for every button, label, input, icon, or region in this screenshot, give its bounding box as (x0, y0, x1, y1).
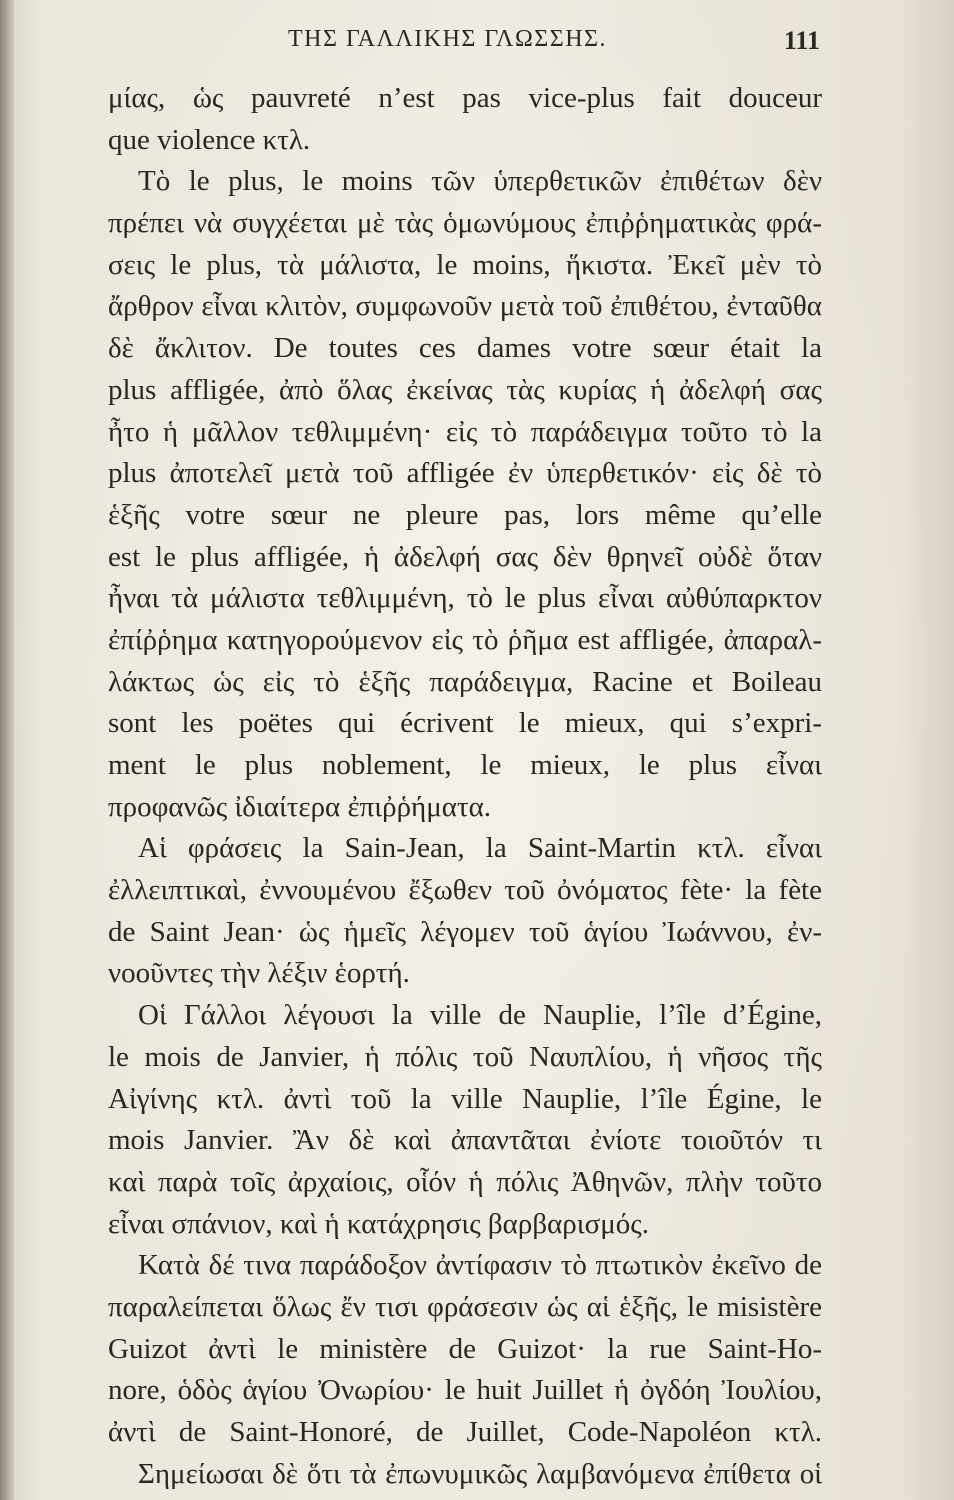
text-line: ἐλλειπτικαὶ, ἐννουμένου ἔξωθεν τοῦ ὀνόματος fète· la fète (108, 874, 822, 907)
text-line: plus affligée, ἀπὸ ὅλας ἐκείνας τὰς κυρίας ἡ ἀδελφή σας (108, 373, 822, 406)
text-line: ἑξῆς votre sœur ne pleure pas, lors même qu’elle (108, 498, 822, 531)
text-line: ment le plus noblement, le mieux, le plus εἶναι (108, 749, 822, 781)
text-line: Οἱ Γάλλοι λέγουσι la ville de Nauplie, l’île d’Égine, (138, 999, 822, 1032)
text-line: plus ἀποτελεῖ μετὰ τοῦ affligée ἐν ὑπερθετικόν· εἰς δὲ τὸ (108, 457, 822, 490)
text-line: Τὸ le plus, le moins τῶν ὑπερθετικῶν ἐπιθέτων δὲν (138, 165, 822, 198)
body-text (108, 78, 822, 1495)
text-line: Κατὰ δέ τινα παράδοξον ἀντίφασιν τὸ πτωτικὸν ἐκεῖνο de (138, 1249, 822, 1282)
text-line: προφανῶς ἰδιαίτερα ἐπιῤῥήματα. (108, 790, 492, 823)
page-left-edge (0, 0, 14, 1500)
text-line: Αἰγίνης κτλ. ἀντὶ τοῦ la ville Nauplie, l’île Égine, le (108, 1082, 822, 1115)
text-line: est le plus affligée, ἡ ἀδελφή σας δὲν θρηνεῖ οὐδὲ ὅταν (108, 540, 822, 573)
text-line: Guizot ἀντὶ le ministère de Guizot· la rue Saint-Ho- (108, 1332, 822, 1365)
text-line: ἐπίῤῥημα κατηγορούμενον εἰς τὸ ῥῆμα est affligée, ἀπαραλ- (108, 623, 822, 656)
text-line: παραλείπεται ὅλως ἔν τισι φράσεσιν ὡς αἱ ἑξῆς, le misistère (108, 1290, 822, 1323)
text-line: καὶ παρὰ τοῖς ἀρχαίοις, οἷόν ἡ πόλις Ἀθηνῶν, πλὴν τοῦτο (108, 1165, 822, 1198)
text-line: nore, ὁδὸς ἁγίου Ὀνωρίου· le huit Juillet ἡ ὀγδόη Ἰουλίου, (108, 1374, 822, 1407)
text-line: sont les poëtes qui écrivent le mieux, qui s’expri- (108, 707, 822, 740)
text-line: ἦτο ἡ μᾶλλον τεθλιμμένη· εἰς τὸ παράδειγμα τοῦτο τὸ la (108, 415, 822, 448)
text-line: μίας, ὡς pauvreté n’est pas vice-plus fait douceur (108, 82, 822, 114)
page-header (108, 26, 820, 58)
text-line: Σημείωσαι δὲ ὅτι τὰ ἐπωνυμικῶς λαμβανόμενα ἐπίθετα οἱ (138, 1457, 822, 1490)
page-number: 111 (783, 26, 820, 55)
running-title: ΤΗΣ ΓΑΛΛΙΚΗΣ ΓΛΩΣΣΗΣ. (288, 26, 608, 52)
text-line: ἦναι τὰ μάλιστα τεθλιμμένη, τὸ le plus εἶναι αὐθύπαρκτον (108, 582, 822, 615)
text-line: de Saint Jean· ὡς ἡμεῖς λέγομεν τοῦ ἁγίου Ἰωάννου, ἐν- (108, 915, 822, 948)
text-line: le mois de Janvier, ἡ πόλις τοῦ Ναυπλίου, ἡ νῆσος τῆς (108, 1040, 822, 1073)
text-line: mois Janvier. Ἂν δὲ καὶ ἀπαντᾶται ἐνίοτε τοιοῦτόν τι (108, 1124, 822, 1157)
text-line: ἀντὶ de Saint-Honoré, de Juillet, Code-Napoléon κτλ. (108, 1416, 822, 1448)
text-line: σεις le plus, τὰ μάλιστα, le moins, ἥκιστα. Ἐκεῖ μὲν τὸ (108, 248, 822, 281)
text-line: εἶναι σπάνιον, καὶ ἡ κατάχρησις βαρβαρισμός. (108, 1207, 649, 1240)
text-line: λάκτως ὡς εἰς τὸ ἑξῆς παράδειγμα, Racine et Boileau (108, 665, 822, 698)
text-line: que violence κτλ. (108, 123, 311, 156)
text-line: Αἱ φράσεις la Sain-Jean, la Saint-Martin κτλ. εἶναι (138, 832, 822, 865)
text-line: νοοῦντες τὴν λέξιν ἑορτή. (108, 957, 410, 990)
text-line: δὲ ἄκλιτον. De toutes ces dames votre sœur était la (108, 332, 822, 365)
text-line: πρέπει νὰ συγχέεται μὲ τὰς ὁμωνύμους ἐπιῤῥηματικὰς φρά- (108, 207, 822, 240)
text-line: ἄρθρον εἶναι κλιτὸν, συμφωνοῦν μετὰ τοῦ ἐπιθέτου, ἐνταῦθα (108, 290, 822, 323)
